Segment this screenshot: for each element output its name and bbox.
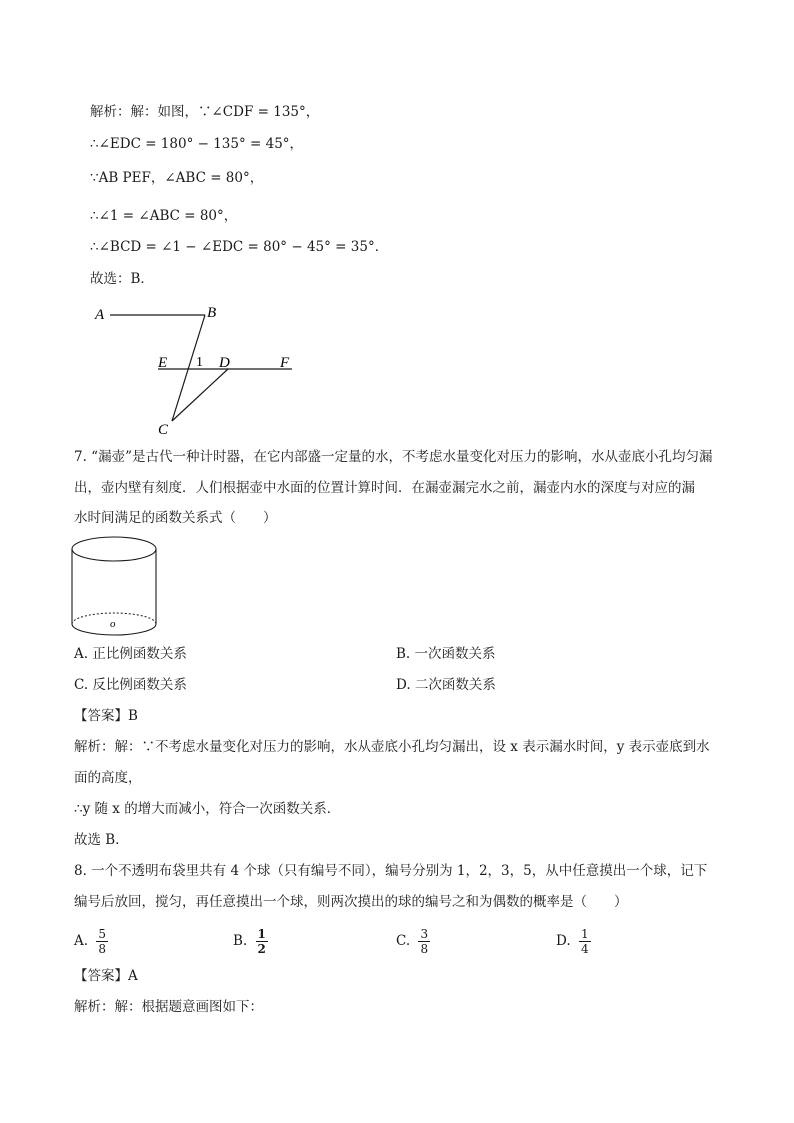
q8-option-c-fraction xyxy=(418,927,430,956)
solution6-line2: ∴∠EDC = 180° − 135° = 45°， xyxy=(90,136,304,152)
q7-option-a: A. 正比例函数关系 xyxy=(74,646,187,662)
solution6-line4: ∴∠1 = ∠ABC = 80°， xyxy=(90,208,238,224)
label-f: F xyxy=(280,355,290,371)
q8-option-d-fraction xyxy=(579,927,591,956)
q8-answer: 【答案】A xyxy=(74,968,138,984)
q7-analysis-line2: 面的高度， xyxy=(74,770,142,786)
label-1: 1 xyxy=(196,355,203,370)
q8-option-c-denominator: 8 xyxy=(420,942,429,956)
solution6-line1: 解析：解：如图，∵∠CDF = 135°， xyxy=(90,104,320,120)
solution6-choice: 故选：B． xyxy=(90,271,154,287)
q7-option-c: C. 反比例函数关系 xyxy=(74,677,187,693)
solution6-line5: ∴∠BCD = ∠1 − ∠EDC = 80° − 45° = 35°． xyxy=(90,239,389,255)
q8-option-b-label: B. xyxy=(233,933,248,949)
geometry-figure xyxy=(90,298,310,438)
label-d: D xyxy=(219,355,230,371)
q7-option-d: D. 二次函数关系 xyxy=(396,677,496,693)
solution6-line3: ∵AB PEF，∠ABC = 80°， xyxy=(90,170,264,186)
q8-option-d-numerator: 1 xyxy=(580,927,589,941)
q8-option-b-fraction xyxy=(256,927,268,956)
q8-stem-line2: 编号后放回，搅匀，再任意摸出一个球，则两次摸出的球的编号之和为偶数的概率是（ ） xyxy=(74,894,628,910)
q7-stem-line2: 出，壶内壁有刻度．人们根据壶中水面的位置计算时间．在漏壶漏完水之前，漏壶内水的深度与对应的漏 xyxy=(74,480,695,496)
q8-option-b-denominator: 2 xyxy=(257,942,266,956)
label-a: A xyxy=(95,307,105,323)
label-b: B xyxy=(207,305,217,321)
label-e: E xyxy=(158,355,168,371)
q8-option-b-numerator: 1 xyxy=(257,927,266,941)
q8-option-a-label: A. xyxy=(74,933,89,949)
q8-option-a-fraction xyxy=(96,927,108,956)
q8-option-c-numerator: 3 xyxy=(420,927,429,941)
q8-option-a xyxy=(74,927,112,956)
q7-option-b: B. 一次函数关系 xyxy=(396,646,496,662)
q8-option-d-denominator: 4 xyxy=(580,942,589,956)
q7-answer: 【答案】B xyxy=(74,708,138,724)
q7-stem-line1: 7. “漏壶”是古代一种计时器，在它内部盛一定量的水，不考虑水量变化对压力的影响，水从壶底小孔均匀漏 xyxy=(74,449,713,465)
label-c: C xyxy=(158,422,169,438)
q8-option-a-denominator: 8 xyxy=(98,942,106,956)
q7-stem-line3: 水时间满足的函数关系式（ ） xyxy=(74,510,277,526)
cylinder-top xyxy=(72,537,156,561)
q8-option-d xyxy=(556,927,595,956)
q8-analysis-line1: 解析：解：根据题意画图如下： xyxy=(74,999,263,1015)
q7-analysis-line1: 解析：解：∵不考虑水量变化对压力的影响，水从壶底小孔均匀漏出，设 x 表示漏水时间，y 表示壶底到水 xyxy=(74,739,710,755)
q8-option-a-numerator: 5 xyxy=(98,927,106,941)
cylinder-figure xyxy=(68,532,162,642)
q7-choice: 故选 B． xyxy=(74,832,129,848)
q8-option-c-label: C. xyxy=(396,933,411,949)
q7-analysis-line3: ∴y 随 x 的增大而减小，符合一次函数关系． xyxy=(74,801,341,817)
q8-option-d-label: D. xyxy=(556,933,571,949)
q8-option-b xyxy=(233,927,272,956)
cylinder-label-o: o xyxy=(110,618,116,630)
q8-option-c xyxy=(396,927,434,956)
q8-stem-line1: 8. 一个不透明布袋里共有 4 个球（只有编号不同），编号分别为 1，2，3，5，从中任意摸出一个球，记下 xyxy=(74,863,708,879)
